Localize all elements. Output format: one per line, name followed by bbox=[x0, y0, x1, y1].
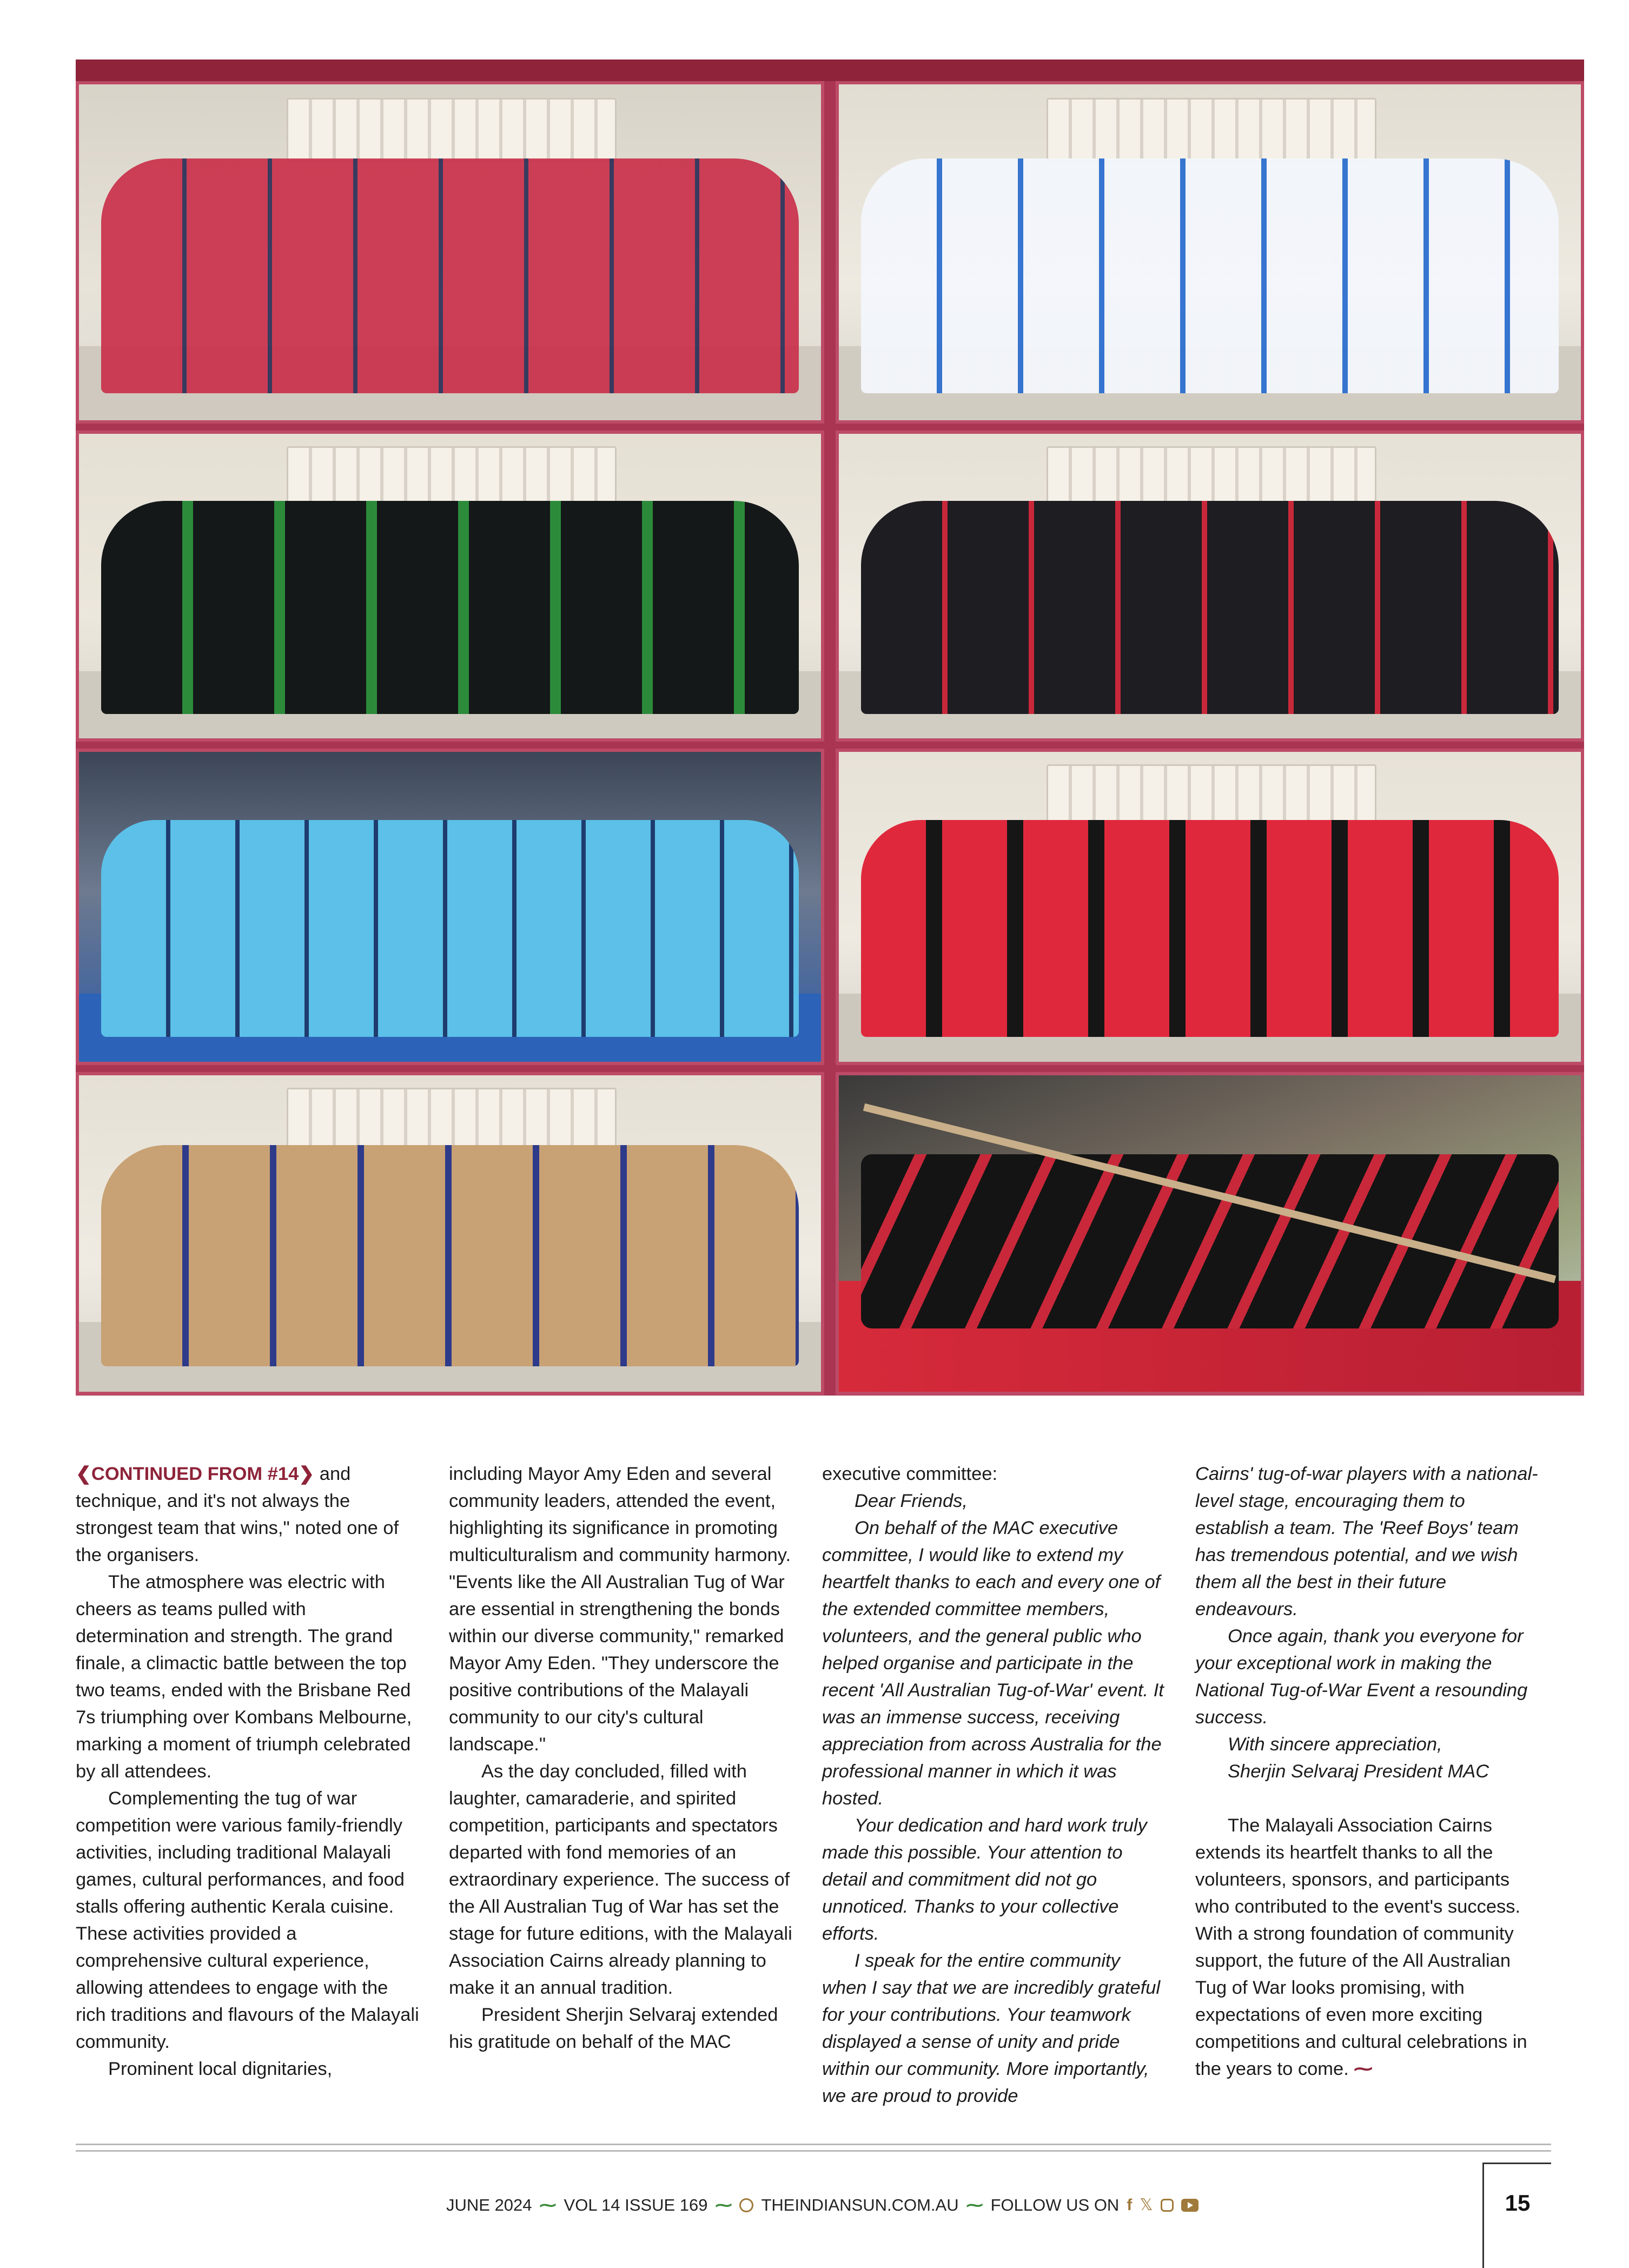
facebook-icon[interactable]: f bbox=[1127, 2196, 1133, 2214]
photo-team-townsville-titans bbox=[836, 81, 1584, 424]
article-paragraph: executive committee: bbox=[822, 1464, 998, 1484]
paragraph-text: The Malayali Association Cairns extends its heartfelt thanks to all the volunteers, sponsors, and participants who contributed to the event's success. With a strong foundation of community support, the future of the All Australian Tug of War looks promising, with expectations of even more exciting competitions and cultural celebrations in the years to come. bbox=[1195, 1815, 1527, 2079]
article-column-1 bbox=[76, 1460, 422, 2082]
footer-rule-bottom bbox=[76, 2150, 1551, 2152]
article-paragraph: President Sherjin Selvaraj extended his gratitude on behalf of the MAC bbox=[449, 2005, 778, 2052]
letter-paragraph: On behalf of the MAC executive committee, I would like to extend my heartfelt thanks to each and every one of the extended committee members, volunteers, and the general public who helped organise and participate in the recent 'All Australian Tug-of-War' event. It was an immense success, receiving appreciation from across Australia for the professional manner in which it was hosted. bbox=[822, 1518, 1164, 1809]
separator-icon: ⁓ bbox=[539, 2196, 557, 2214]
footer-follow: FOLLOW US ON bbox=[990, 2196, 1120, 2214]
photo-grid bbox=[76, 81, 1584, 1396]
article-paragraph: including Mayor Amy Eden and several community leaders, attended the event, highlighting its significance in promoting multiculturalism and community harmony. "Events like the All Australian Tug of War are essential in strengthening the bonds within our diverse community," remarked Mayor Amy Eden. "They underscore the positive contributions of the Malayali community to our city's cultural landscape." bbox=[449, 1464, 791, 1755]
article-paragraph bbox=[1195, 1812, 1541, 2082]
photo-team-ideal-loanz bbox=[76, 431, 824, 742]
photo-tug-of-war-action bbox=[836, 1072, 1584, 1395]
separator-icon: ⁓ bbox=[966, 2196, 983, 2214]
photo-team-red-flames bbox=[76, 81, 824, 424]
photo-team-red-black bbox=[836, 749, 1584, 1065]
article-paragraph bbox=[76, 1460, 422, 1569]
continued-marker[interactable]: ❮CONTINUED FROM #14❯ bbox=[76, 1464, 315, 1484]
article-paragraph: Prominent local dignitaries, bbox=[108, 2059, 333, 2079]
x-icon[interactable]: 𝕏 bbox=[1140, 2196, 1153, 2214]
separator-icon: ⁓ bbox=[715, 2196, 732, 2214]
letter-signature: Sherjin Selvaraj President MAC bbox=[1228, 1761, 1489, 1782]
continued-label: CONTINUED FROM #14 bbox=[91, 1464, 299, 1484]
article-column-2 bbox=[449, 1460, 795, 2055]
letter-paragraph: Your dedication and hard work truly made this possible. Your attention to detail and commitment did not go unnoticed. Thanks to your collective efforts. bbox=[822, 1815, 1147, 1944]
photo-team-townsville-black bbox=[836, 431, 1584, 742]
article-column-3 bbox=[822, 1460, 1168, 2110]
top-accent-bar bbox=[76, 59, 1584, 81]
article-paragraph: As the day concluded, filled with laughter, camaraderie, and spirited competition, participants and spectators departed with fond memories of an extraordinary experience. The success of the All Australian Tug of War has set the stage for future editions, with the Malayali Association Cairns already planning to make it an annual tradition. bbox=[449, 1761, 792, 1998]
end-mark-icon: ⁓ bbox=[1354, 2059, 1373, 2079]
footer-date: JUNE 2024 bbox=[446, 2196, 532, 2214]
instagram-icon[interactable] bbox=[1161, 2199, 1174, 2212]
letter-paragraph: Once again, thank you everyone for your exceptional work in making the National Tug-of-War Event a resounding success. bbox=[1195, 1626, 1528, 1728]
footer-website[interactable]: THEINDIANSUN.COM.AU bbox=[761, 2196, 959, 2214]
paragraph-text: and technique, and it's not always the strongest team that wins," noted one of the organisers. bbox=[76, 1464, 399, 1565]
letter-paragraph: I speak for the entire community when I say that we are incredibly grateful for your contributions. Your teamwork displayed a sense of unity and pride within our community. More importantly, we are proud to provide bbox=[822, 1950, 1161, 2106]
photo-team-gold bbox=[76, 1072, 824, 1395]
globe-icon bbox=[739, 2198, 753, 2212]
footer-issue: VOL 14 ISSUE 169 bbox=[564, 2196, 708, 2214]
photo-team-light-blue bbox=[76, 749, 824, 1065]
page-footer bbox=[446, 2192, 1198, 2219]
letter-paragraph: Cairns' tug-of-war players with a national-level stage, encouraging them to establish a team. The 'Reef Boys' team has tremendous potential, and we wish them all the best in their future endeavours. bbox=[1195, 1464, 1538, 1619]
letter-signoff: With sincere appreciation, bbox=[1228, 1734, 1442, 1755]
article-column-4 bbox=[1195, 1460, 1541, 2082]
article-paragraph: The atmosphere was electric with cheers as teams pulled with determination and strength. The grand finale, a climactic battle between the top two teams, ended with the Brisbane Red 7s triumphing over Kombans Melbourne, marking a moment of triumph celebrated by all attendees. bbox=[76, 1572, 412, 1782]
article-paragraph: Complementing the tug of war competition were various family-friendly activities, including traditional Malayali games, cultural performances, and food stalls offering authentic Kerala cuisine. These activities provided a comprehensive cultural experience, allowing attendees to engage with the rich traditions and flavours of the Malayali community. bbox=[76, 1788, 419, 2052]
footer-rule-top bbox=[76, 2144, 1551, 2145]
article-body bbox=[76, 1460, 1547, 2110]
page-number: 15 bbox=[1505, 2190, 1531, 2216]
page-number-box bbox=[1482, 2163, 1551, 2268]
youtube-icon[interactable] bbox=[1181, 2199, 1198, 2212]
letter-paragraph: Dear Friends, bbox=[855, 1491, 968, 1511]
